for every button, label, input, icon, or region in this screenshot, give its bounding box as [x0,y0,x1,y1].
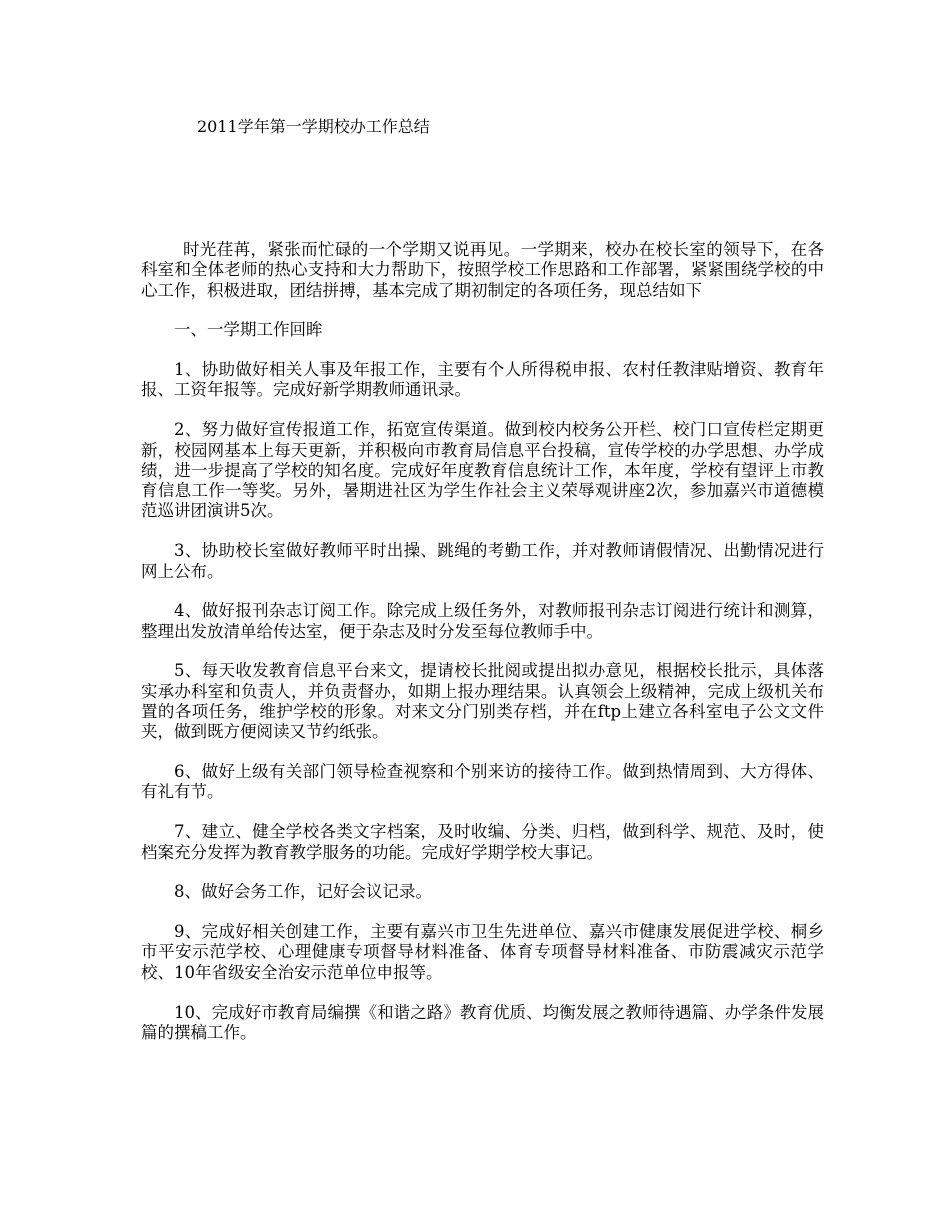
document-title: 2011学年第一学期校办工作总结 [197,117,430,136]
item-paragraph-7: 7、建立、健全学校各类文字档案，及时收编、分类、归档，做到科学、规范、及时，使档案充分发挥为教育教学服务的功能。完成好学期学校大事记。 [141,822,824,862]
item-paragraph-3: 3、协助校长室做好教师平时出操、跳绳的考勤工作，并对教师请假情况、出勤情况进行网上公布。 [141,541,824,581]
section-heading: 一、一学期工作回眸 [174,320,323,340]
item-paragraph-1: 1、协助做好相关人事及年报工作，主要有个人所得税申报、农村任教津贴增资、教育年报、工资年报等。完成好新学期教师通讯录。 [141,360,824,400]
item-paragraph-4: 4、做好报刊杂志订阅工作。除完成上级任务外，对教师报刊杂志订阅进行统计和测算，整理出发放清单给传达室，便于杂志及时分发至每位教师手中。 [141,601,824,641]
intro-paragraph: 时光荏苒，紧张而忙碌的一个学期又说再见。一学期来，校办在校长室的领导下，在各科室和全体老师的热心支持和大力帮助下，按照学校工作思路和工作部署，紧紧围绕学校的中心工作，积极进取，团结拼搏，基本完成了期初制定的各项任务，现总结如下 [141,240,824,300]
item-paragraph-2: 2、努力做好宣传报道工作，拓宽宣传渠道。做到校内校务公开栏、校门口宣传栏定期更新，校园网基本上每天更新，并积极向市教育局信息平台投稿，宣传学校的办学思想、办学成绩，进一步提高了学校的知名度。完成好年度教育信息统计工作，本年度，学校有望评上市教育信息工作一等奖。另外，暑期进社区为学生作社会主义荣辱观讲座2次，参加嘉兴市道德模范巡讲团演讲5次。 [141,420,824,521]
item-paragraph-5: 5、每天收发教育信息平台来文，提请校长批阅或提出拟办意见，根据校长批示，具体落实承办科室和负责人，并负责督办，如期上报办理结果。认真领会上级精神，完成上级机关布置的各项任务，维护学校的形象。对来文分门别类存档，并在ftp上建立各科室电子公文文件夹，做到既方便阅读又节约纸张。 [141,661,824,742]
item-paragraph-10: 10、完成好市教育局编撰《和谐之路》教育优质、均衡发展之教师待遇篇、办学条件发展篇的撰稿工作。 [141,1002,824,1042]
document-body [141,240,824,1063]
item-paragraph-8: 8、做好会务工作，记好会议记录。 [174,882,432,902]
item-paragraph-9: 9、完成好相关创建工作，主要有嘉兴市卫生先进单位、嘉兴市健康发展促进学校、桐乡市平安示范学校、心理健康专项督导材料准备、体育专项督导材料准备、市防震减灾示范学校、10年省级安全治安示范单位申报等。 [141,922,824,982]
item-paragraph-6: 6、做好上级有关部门领导检查视察和个别来访的接待工作。做到热情周到、大方得体、有礼有节。 [141,762,824,802]
